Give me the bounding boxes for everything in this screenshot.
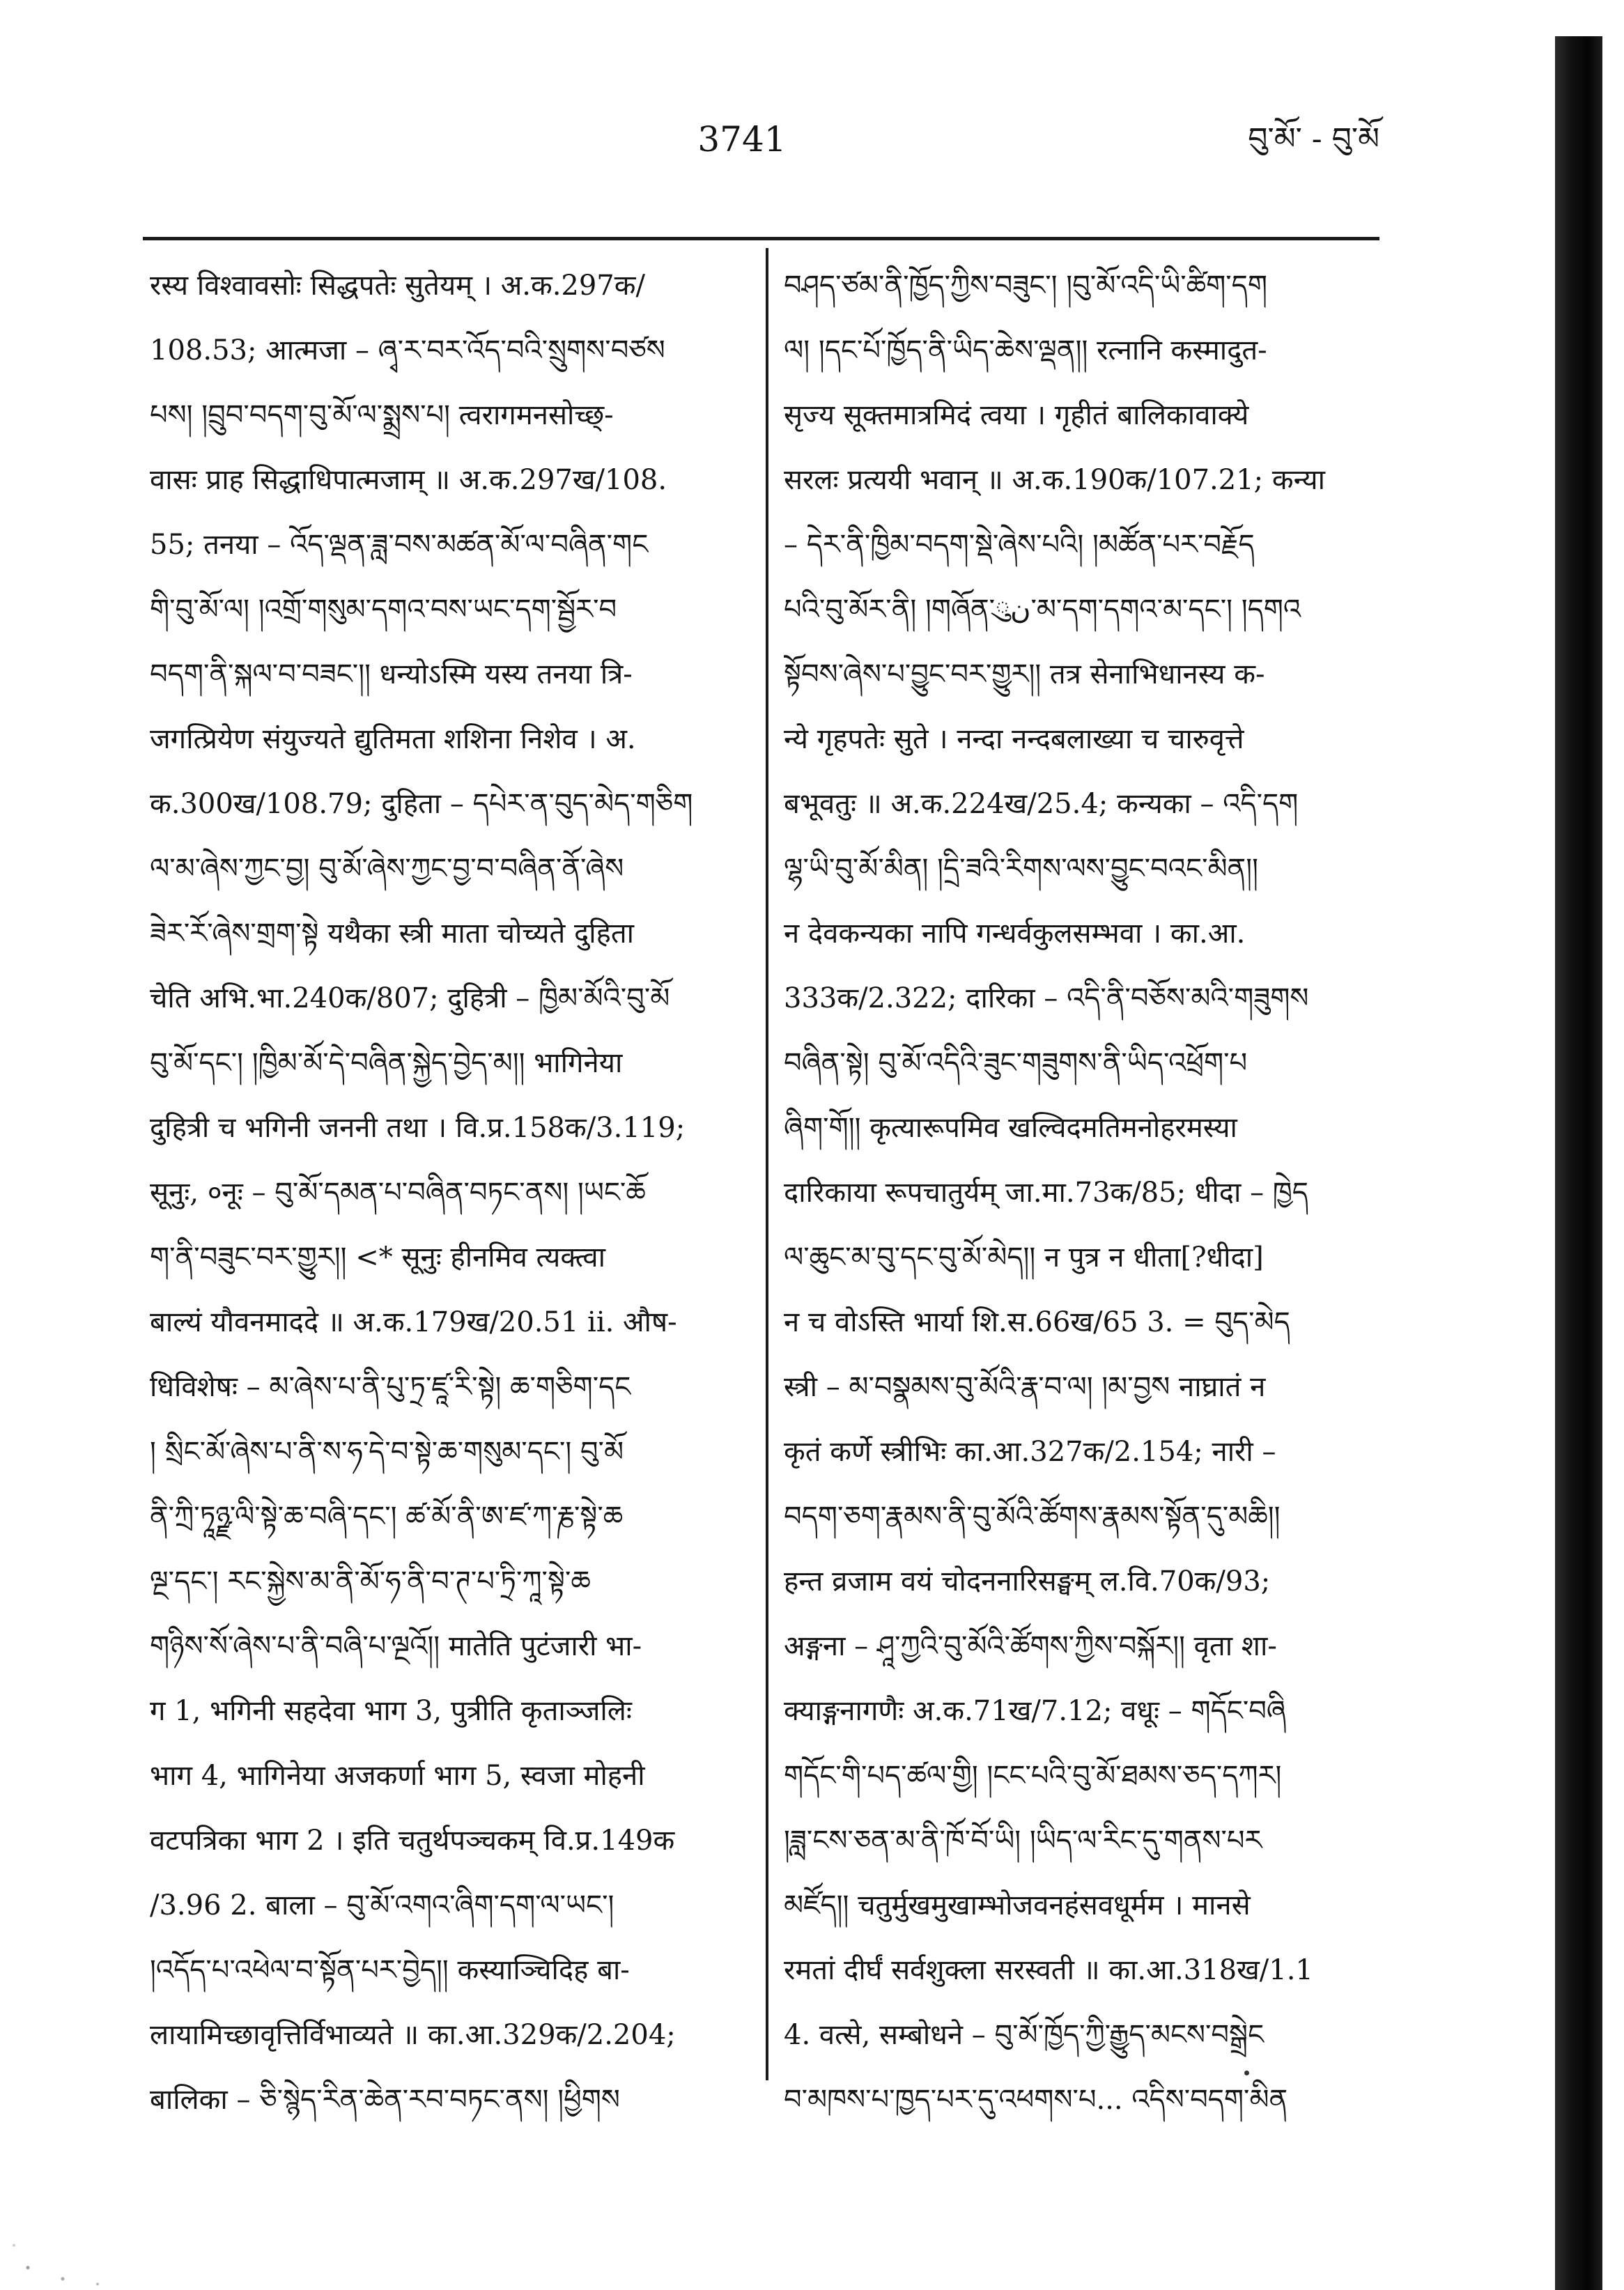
text-line: भाग 4, भागिनेया अजकर्णा भाग 5, स्वजा मोहनी	[150, 1760, 645, 1792]
text-line: གདོང་གི་པད་ཚལ་གྱི། །ངང་པའི་བུ་མོ་ཐམས་ཅད་དཀར།	[784, 1760, 1282, 1792]
text-line: བུ་མོ་དང་། །ཁྱིམ་མོ་དེ་བཞིན་སྐྱེད་བྱེད་མ།། भागिनेया	[150, 1047, 623, 1079]
text-line: न च वोऽस्ति भार्या शि.स.66ख/65 3. = བུད་མེད	[784, 1306, 1290, 1338]
text-line: न देवकन्यका नापि गन्धर्वकुलसम्भवा । का.आ.	[784, 918, 1246, 950]
text-line: 333क/2.322; दारिका – འདི་ནི་བཅོས་མའི་གཟུགས	[784, 982, 1309, 1014]
text-line: बभूवतुः ॥ अ.क.224ख/25.4; कन्यका – འདི་དག	[784, 788, 1299, 820]
text-line: धिविशेषः – མ་ཞེས་པ་ནི་པུ་ཏྲ་ཛཱ་རི་སྟེ། ཆ་གཅིག་དང	[150, 1371, 631, 1403]
text-line: बालिका – ཅི་སྙེད་རིན་ཆེན་རབ་བཏང་ནས། །ཕྱིགས	[150, 2084, 620, 2116]
text-line: जगत्प्रियेण संयुज्यते द्युतिमता शशिना निशेव । अ.	[150, 723, 636, 755]
text-line: क्याङ्गनागणैः अ.क.71ख/7.12; वधूः – གདོང་བཞི	[784, 1695, 1286, 1727]
text-line: གི་བུ་མོ་ལ། །འགྲོ་གསུམ་དགའ་བས་ཡང་དག་སྦྱོར་བ	[150, 594, 617, 626]
right-column	[784, 254, 1377, 2133]
scan-edge-shadow	[1555, 36, 1602, 2290]
text-line: सृज्य सूक्तमात्रमिदं त्वया । गृहीतं बालिकावाक्ये	[784, 399, 1249, 431]
text-line: ལྷ་ཡི་བུ་མོ་མིན། །དྲི་ཟའི་རིགས་ལས་བྱུང་བའང་མིན།།	[784, 853, 1258, 885]
text-line: ལ་མ་ཞེས་ཀྱང་བྱ། བུ་མོ་ཞེས་ཀྱང་བྱ་བ་བཞིན་ནོ་ཞེས	[150, 853, 624, 885]
text-line: हन्त व्रजाम वयं चोदननारिसङ्घम् ल.वि.70क/93;	[784, 1565, 1271, 1597]
text-line: ནི་ཀྲི་ཏཱཉྫ་ལི་སྟེ་ཆ་བཞི་དང་། ཚ་མོ་ནི་ཨ་ཛ་ཀ་རྞ་སྟེ་ཆ	[150, 1501, 624, 1533]
page-number: 3741	[697, 119, 787, 160]
text-line: བ་མཁས་པ་ཁྱད་པར་དུ་འཕགས་པ... འདིས་བདག་མིན	[784, 2084, 1288, 2116]
text-line: कृतं कर्णे स्त्रीभिः का.आ.327क/2.154; नारी –	[784, 1436, 1276, 1468]
text-line: པའི་བུ་མོར་ནི། །གཞོན་نུ་མ་དག་དགའ་མ་དང་། །དགའ	[784, 594, 1301, 626]
text-line: ལ། །དང་པོ་ཁྱོད་ནི་ཡིད་ཆེས་ལྡན།། रत्नानि कस्मादुत-	[784, 334, 1267, 366]
text-line: །འདོད་པ་འཕེལ་བ་སྟོན་པར་བྱེད།། कस्याञ्चिदिह बा-	[150, 1954, 630, 1986]
text-line: ཞིག་གོ།། कृत्यारूपमिव खल्विदमतिमनोहरमस्या	[784, 1112, 1237, 1144]
text-line: 55; तनया – འོད་ལྡན་ཟླ་བས་མཚན་མོ་ལ་བཞིན་གང	[150, 529, 649, 561]
text-line: न्ये गृहपतेः सुते । नन्दा नन्दबलाख्या च चारुवृत्ते	[784, 723, 1244, 755]
text-line: वासः प्राह सिद्धाधिपात्मजाम् ॥ अ.क.297ख/108.	[150, 464, 667, 496]
text-line: །ཟླ་ངས་ཅན་མ་ནི་ཁོ་བོ་ཡི། །ཡིད་ལ་རིང་དུ་གནས་པར	[784, 1825, 1262, 1857]
text-line: बाल्यं यौवनमाददे ॥ अ.क.179ख/20.51 ii. औष-	[150, 1306, 677, 1338]
text-line: लायामिच्छावृत्तिर्विभाव्यते ॥ का.आ.329क/2.204;	[150, 2019, 676, 2051]
text-line: ལྔ་དང་། རང་སྐྱེས་མ་ནི་མོ་ཧ་ནི་བ་ཊ་པ་ཏྲི་ཀཱ་སྟེ་ཆ	[150, 1565, 591, 1597]
text-line: क.300ख/108.79; दुहिता – དཔེར་ན་བུད་མེད་གཅིག	[150, 788, 693, 820]
text-line: /3.96 2. बाला – བུ་མོ་འགའ་ཞིག་དག་ལ་ཡང་།	[150, 1889, 614, 1921]
text-line: रस्य विश्वावसोः सिद्धपतेः सुतेयम् । अ.क.297क/	[150, 270, 645, 302]
column-divider	[766, 248, 768, 2080]
text-line: – དེར་ནི་ཁྱིམ་བདག་སྡེ་ཞེས་པའི། །མཚོན་པར་བརྗོད	[784, 529, 1255, 561]
text-line: གཉིས་སོ་ཞེས་པ་ནི་བཞི་པ་ལྔའོ།། मातेति पुटंजारी भा-	[150, 1630, 642, 1662]
text-line: ག་ནི་བཟུང་བར་གྱུར།། <* सूनुः हीनमिव त्यक्त्वा	[150, 1241, 605, 1274]
text-line: 108.53; आत्मजा – ཞྭ་ར་བར་འོད་བའི་སྲུགས་བཙས	[150, 334, 665, 366]
scan-noise	[0, 2215, 139, 2290]
text-line: བཞིན་སྟེ། བུ་མོ་འདིའི་ཟུང་གཟུགས་ནི་ཡིད་འཕྲོག་པ	[784, 1047, 1248, 1079]
running-head: བུ་མོ་ - བུ་མོ	[1248, 121, 1379, 157]
text-line: रमतां दीर्घं सर्वशुक्ला सरस्वती ॥ का.आ.318ख/1.1	[784, 1954, 1313, 1986]
text-line: ལ་ཆུང་མ་བུ་དང་བུ་མོ་མེད།། न पुत्र न धीता[?धीदा]	[784, 1241, 1264, 1274]
text-line: བདག་ནི་སྐལ་བ་བཟང་།། धन्योऽस्मि यस्य तनया त्रि-	[150, 658, 633, 690]
text-line: སྟོབས་ཞེས་པ་བྱུང་བར་གྱུར།། तत्र सेनाभिधानस्य क-	[784, 658, 1265, 690]
header-rule	[143, 237, 1379, 240]
text-line: स्त्री – མ་བསྣམས་བུ་མོའི་རྣ་བ་ལ། །མ་བྱས नाघ्रातं न	[784, 1371, 1266, 1403]
left-column	[150, 254, 743, 2133]
text-line: अङ्गना – ཤཱ་ཀྱའི་བུ་མོའི་ཚོགས་ཀྱིས་བསྐོར།། वृता शा-	[784, 1630, 1277, 1662]
text-line: वटपत्रिका भाग 2 । इति चतुर्थपञ्चकम् वि.प्र.149क	[150, 1825, 675, 1857]
text-line: दुहित्री च भगिनी जननी तथा । वि.प्र.158क/3.119;	[150, 1112, 686, 1144]
text-line: ཟེར་རོ་ཞེས་གྲག་སྟེ यथैका स्त्री माता चोच्यते दुहिता	[150, 918, 634, 950]
text-line: सूनुः, ०नूः – བུ་མོ་དམན་པ་བཞིན་བཏང་ནས། །ཡང་ཆོ	[150, 1177, 646, 1209]
text-line: दारिकाया रूपचातुर्यम् जा.मा.73क/85; धीदा – ཁྱེད	[784, 1177, 1308, 1209]
text-line: ग 1, भगिनी सहदेवा भाग 3, पुत्रीति कृताञ्जलिः	[150, 1695, 632, 1727]
text-line: सरलः प्रत्ययी भवान् ॥ अ.क.190क/107.21; कन्या	[784, 464, 1325, 496]
text-line: བཤད་ཙམ་ནི་ཁྱོད་ཀྱིས་བཟུང་། །བུ་མོ་འདི་ཡི་ཚིག་དག	[784, 270, 1267, 302]
text-line: ། སྲིང་མོ་ཞེས་པ་ནི་ས་ཧ་དེ་བ་སྟེ་ཆ་གསུམ་དང་། བུ་མོ	[150, 1436, 624, 1468]
text-line: 4. वत्से, सम्बोधने – བུ་མོ་ཁྱོད་ཀྱི་རྒྱུད་མངས་བསྒྲེང	[784, 2019, 1265, 2051]
text-line: པས། །བྲུབ་བདག་བུ་མོ་ལ་སྨྲས་པ། त्वरागमनसोच्छ्-	[150, 399, 614, 431]
text-line: चेति अभि.भा.240क/807; दुहित्री – ཁྱིམ་མོའི་བུ་མོ	[150, 982, 670, 1014]
text-line: བདག་ཅག་རྣམས་ནི་བུ་མོའི་ཚོགས་རྣམས་སྟོན་དུ་མཆི།།	[784, 1501, 1281, 1533]
text-line: མཛོད།། चतुर्मुखमुखाम्भोजवनहंसवधूर्मम । मानसे	[784, 1889, 1251, 1921]
